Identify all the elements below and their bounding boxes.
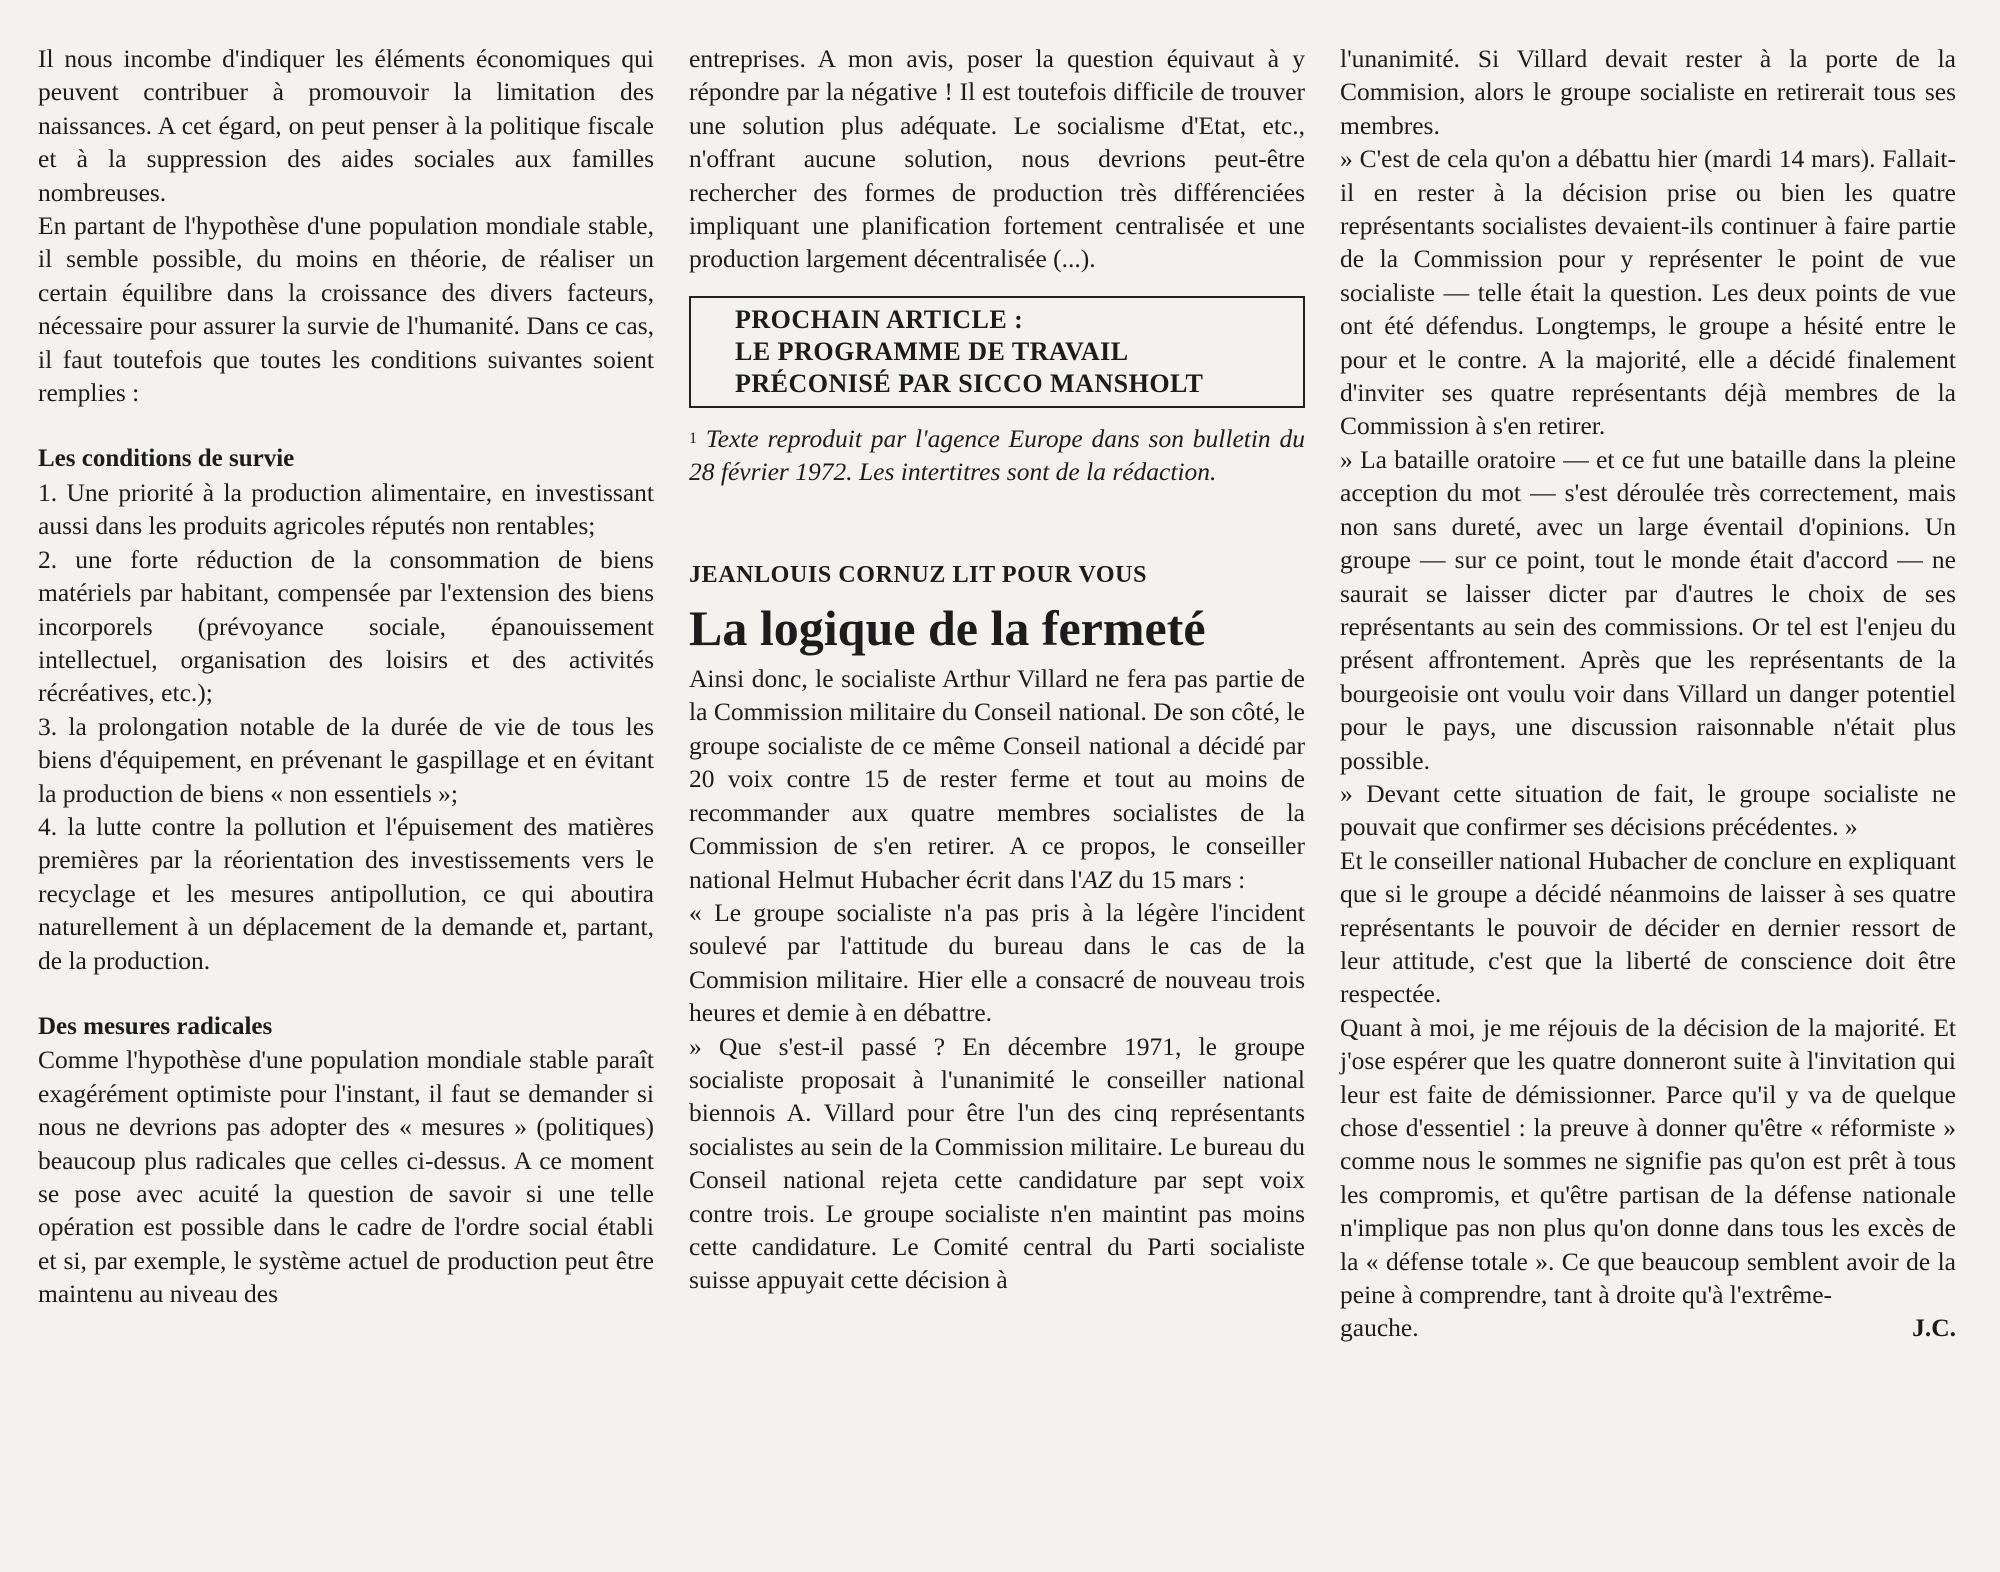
list-item: 2. une forte réduction de la consommation de biens matériels par habitant, compensée par l'extension des biens incorporels (prévoyance sociale, épanouissement intellectuel, organisation des loisirs et des activités récréatives, etc.); — [38, 544, 654, 708]
column-2 — [689, 42, 1305, 1297]
paragraph: Quant à moi, je me réjouis de la décision de la majorité. Et j'ose espérer que les quatre donneront suite à l'invitation qui leur est faite de démissionner. Parce qu'il y va de quelque chose d'essentiel : la preuve à donner qu'être « réformiste » comme nous le sommes ne signifie pas qu'on est prêt à tous les compromis, et qu'être partisan de la défense nationale n'implique pas non plus qu'on donne dans tous les excès de la « défense totale ». Ce que beaucoup semblent avoir de la peine à comprendre, tant à droite qu'à l'extrême- — [1340, 1012, 1956, 1310]
list-item: 3. la prolongation notable de la durée de vie de tous les biens d'équipement, en prévenant le gaspillage et en évitant la production de biens « non essentiels »; — [38, 711, 654, 808]
signature-line — [1340, 1311, 1956, 1344]
paragraph-text-end: du 15 mars : — [1112, 864, 1246, 894]
box-line: PROCHAIN ARTICLE : — [735, 304, 1024, 334]
list-item: 1. Une priorité à la production alimentaire, en investissant aussi dans les produits agricoles réputés non rentables; — [38, 477, 654, 541]
footnote-text: Texte reproduit par l'agence Europe dans son bulletin du 28 février 1972. Les intertitres sont de la rédaction. — [689, 423, 1305, 487]
box-line: PRÉCONISÉ PAR SICCO MANSHOLT — [735, 368, 1204, 398]
footnote-mark: 1 — [689, 429, 697, 447]
list-item: 4. la lutte contre la pollution et l'épuisement des matières premières par la réorientation des investissements vers le recyclage et les mesures antipollution, ce qui aboutira naturellement à un déplacement de la demande et, partant, de la production. — [38, 811, 654, 975]
paragraph: » Devant cette situation de fait, le groupe socialiste ne pouvait que confirmer ses décisions précédentes. » — [1340, 778, 1956, 842]
article-headline: La logique de la fermeté — [689, 600, 1206, 657]
paragraph: » C'est de cela qu'on a débattu hier (mardi 14 mars). Fallait-il en rester à la décision prise ou bien les quatre représentants socialistes devaient-ils continuer à faire partie de la Commission pour y représenter le point de vue socialiste — telle était la question. Les deux points de vue ont été défendus. Longtemps, le groupe a hésité entre le pour et le contre. A la majorité, elle a décidé finalement d'inviter ses quatre représentants déjà membres de la Commission à s'en retirer. — [1340, 144, 1956, 441]
paragraph: » Que s'est-il passé ? En décembre 1971, le groupe socialiste proposait à l'unanimité le conseiller national biennois A. Villard pour être l'un des cinq représentants socialistes au sein de la Commission militaire. Le bureau du Conseil national rejeta cette candidature par sept voix contre trois. Le groupe socialiste n'en maintint pas moins cette candidature. Le Comité central du Parti socialiste suisse appuyait cette décision à — [689, 1031, 1305, 1295]
subheading-conditions: Les conditions de survie — [38, 445, 295, 473]
newspaper-name: AZ — [1082, 864, 1113, 894]
column-1 — [38, 42, 654, 1311]
column-3 — [1340, 42, 1956, 1345]
box-line: LE PROGRAMME DE TRAVAIL — [735, 336, 1129, 366]
paragraph: « Le groupe socialiste n'a pas pris à la légère l'incident soulevé par l'attitude du bureau dans le cas de la Commision militaire. Hier elle a consacré de nouveau trois heures et demie à en débattre. — [689, 897, 1305, 1028]
paragraph — [689, 662, 1305, 896]
last-word: gauche. — [1340, 1313, 1419, 1343]
signature: J.C. — [1912, 1313, 1956, 1343]
paragraph: entreprises. A mon avis, poser la question équivaut à y répondre par la négative ! Il est toutefois difficile de trouver une solution plus adéquate. Le socialisme d'Etat, etc., n'offrant aucune solution, nous devrions peut-être rechercher des formes de production très différenciées impliquant une planification fortement centralisée et une production largement décentralisée (...). — [689, 44, 1305, 274]
paragraph: l'unanimité. Si Villard devait rester à la porte de la Commision, alors le groupe socialiste en retirerait tous ses membres. — [1340, 44, 1956, 140]
paragraph: Il nous incombe d'indiquer les éléments économiques qui peuvent contribuer à promouvoir la limitation des naissances. A cet égard, on peut penser à la politique fiscale et à la suppression des aides sociales aux familles nombreuses. — [38, 44, 654, 207]
paragraph-text: Ainsi donc, le socialiste Arthur Villard ne fera pas partie de la Commission militaire du Conseil national. De son côté, le groupe socialiste de ce même Conseil national a décidé par 20 voix contre 15 de rester ferme et tout au moins de recommander aux quatre membres socialistes de la Commission de s'en retirer. A ce propos, le conseiller national Helmut Hubacher écrit dans l' — [689, 664, 1305, 894]
paragraph: Comme l'hypothèse d'une population mondiale stable paraît exagérément optimiste pour l'instant, il faut se demander si nous ne devrions pas adopter des « mesures » (politiques) beaucoup plus radicales que celles ci-dessus. A ce moment se pose avec acuité la question de savoir si une telle opération est possible dans le cadre de l'ordre social établi et si, par exemple, le système actuel de production peut être maintenu au niveau des — [38, 1045, 654, 1309]
paragraph: En partant de l'hypothèse d'une population mondiale stable, il semble possible, du moins en théorie, de réaliser un certain équilibre dans la croissance des divers facteurs, nécessaire pour assurer la survie de l'humanité. Dans ce cas, il faut toutefois que toutes les conditions suivantes soient remplies : — [38, 211, 654, 408]
byline: JEANLOUIS CORNUZ LIT POUR VOUS — [689, 561, 1148, 588]
next-article-box — [689, 296, 1305, 408]
subheading-mesures: Des mesures radicales — [38, 1012, 273, 1040]
footnote — [689, 422, 1305, 489]
paragraph: Et le conseiller national Hubacher de conclure en expliquant que si le groupe a décidé néanmoins de laisser à ses quatre représentants le pouvoir de décider en dernier ressort de leur attitude, c'est que la liberté de conscience doit être respectée. — [1340, 845, 1956, 1009]
paragraph: » La bataille oratoire — et ce fut une bataille dans la pleine acception du mot — s'est déroulée très correctement, mais non sans dureté, avec un large éventail d'opinions. Un groupe — sur ce point, tout le monde était d'accord — ne saurait se laisser dicter par d'autres le choix de ses représentants au sein des commissions. Or tel est l'enjeu du présent affrontement. Après que les représentants de la bourgeoisie ont voulu voir dans Villard un danger potentiel pour le pays, une discussion raisonnable n'était plus possible. — [1340, 444, 1956, 775]
